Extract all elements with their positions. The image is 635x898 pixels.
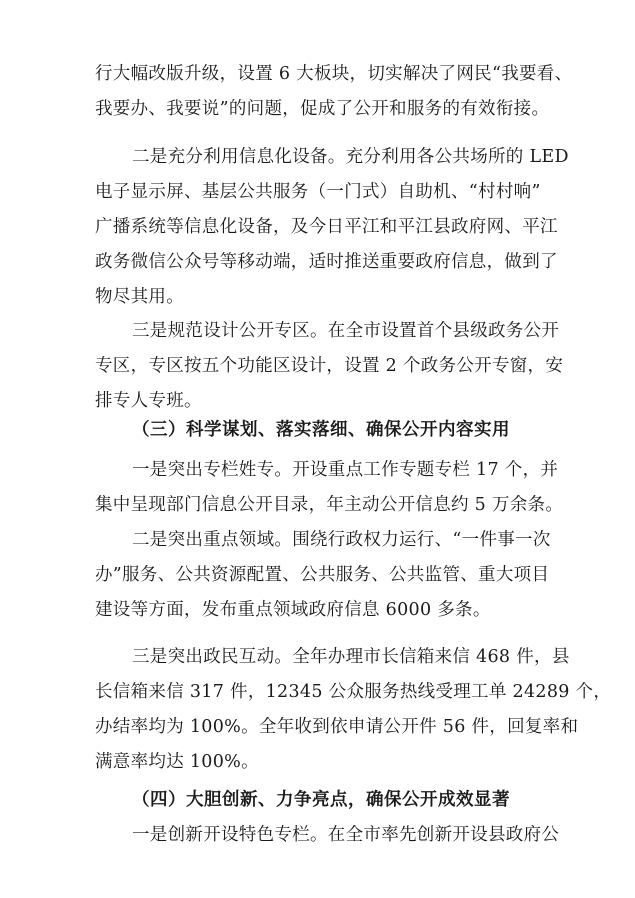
text-line-15: 建设等方面，发布重点领域政府信息 6000 多条。: [95, 600, 491, 620]
text-line-4: 电子显示屏、基层公共服务（一门式）自助机、“村村响”: [95, 182, 541, 202]
text-line-3: 二是充分利用信息化设备。充分利用各公共场所的 LED: [132, 147, 569, 167]
text-line-13: 二是突出重点领域。围绕行政权力运行、“一件事一次: [132, 530, 551, 550]
text-line-1: 行大幅改版升级，设置 6 大板块，切实解决了网民“我要看、: [95, 64, 573, 84]
text-line-14: 办”服务、公共资源配置、公共服务、公共监管、重大项目: [95, 565, 550, 585]
text-line-17: 长信箱来信 317 件，12345 公众服务热线受理工单 24289 个，: [95, 682, 612, 702]
text-line-9: 专区，专区按五个功能区设计，设置 2 个政务公开专窗，安: [95, 356, 564, 376]
text-line-8: 三是规范设计公开专区。在全市设置首个县级政务公开: [132, 321, 560, 341]
text-line-18: 办结率均为 100%。全年收到依申请公开件 56 件，回复率和: [95, 717, 579, 737]
text-line-5: 广播系统等信息化设备，及今日平江和平江县政府网、平江: [95, 217, 558, 237]
text-line-16: 三是突出政民互动。全年办理市长信箱来信 468 件，县: [132, 647, 570, 667]
text-line-7: 物尽其用。: [95, 287, 184, 307]
text-line-19: 满意率均达 100%。: [95, 752, 259, 772]
text-line-6: 政务微信公众号等移动端，适时推送重要政府信息，做到了: [95, 252, 558, 272]
section-heading-3: （三）科学谋划、落实落细、确保公开内容实用: [132, 420, 510, 440]
text-line-2: 我要办、我要说”的问题，促成了公开和服务的有效衔接。: [95, 99, 550, 119]
text-line-12: 集中呈现部门信息公开目录，年主动公开信息约 5 万余条。: [95, 495, 564, 515]
section-heading-4: （四）大胆创新、力争亮点，确保公开成效显著: [132, 790, 510, 810]
text-line-11: 一是突出专栏姓专。开设重点工作专题专栏 17 个，并: [132, 460, 559, 480]
text-line-10: 排专人专班。: [95, 391, 202, 411]
text-line-20: 一是创新开设特色专栏。在全市率先创新开设县政府公: [132, 825, 560, 845]
